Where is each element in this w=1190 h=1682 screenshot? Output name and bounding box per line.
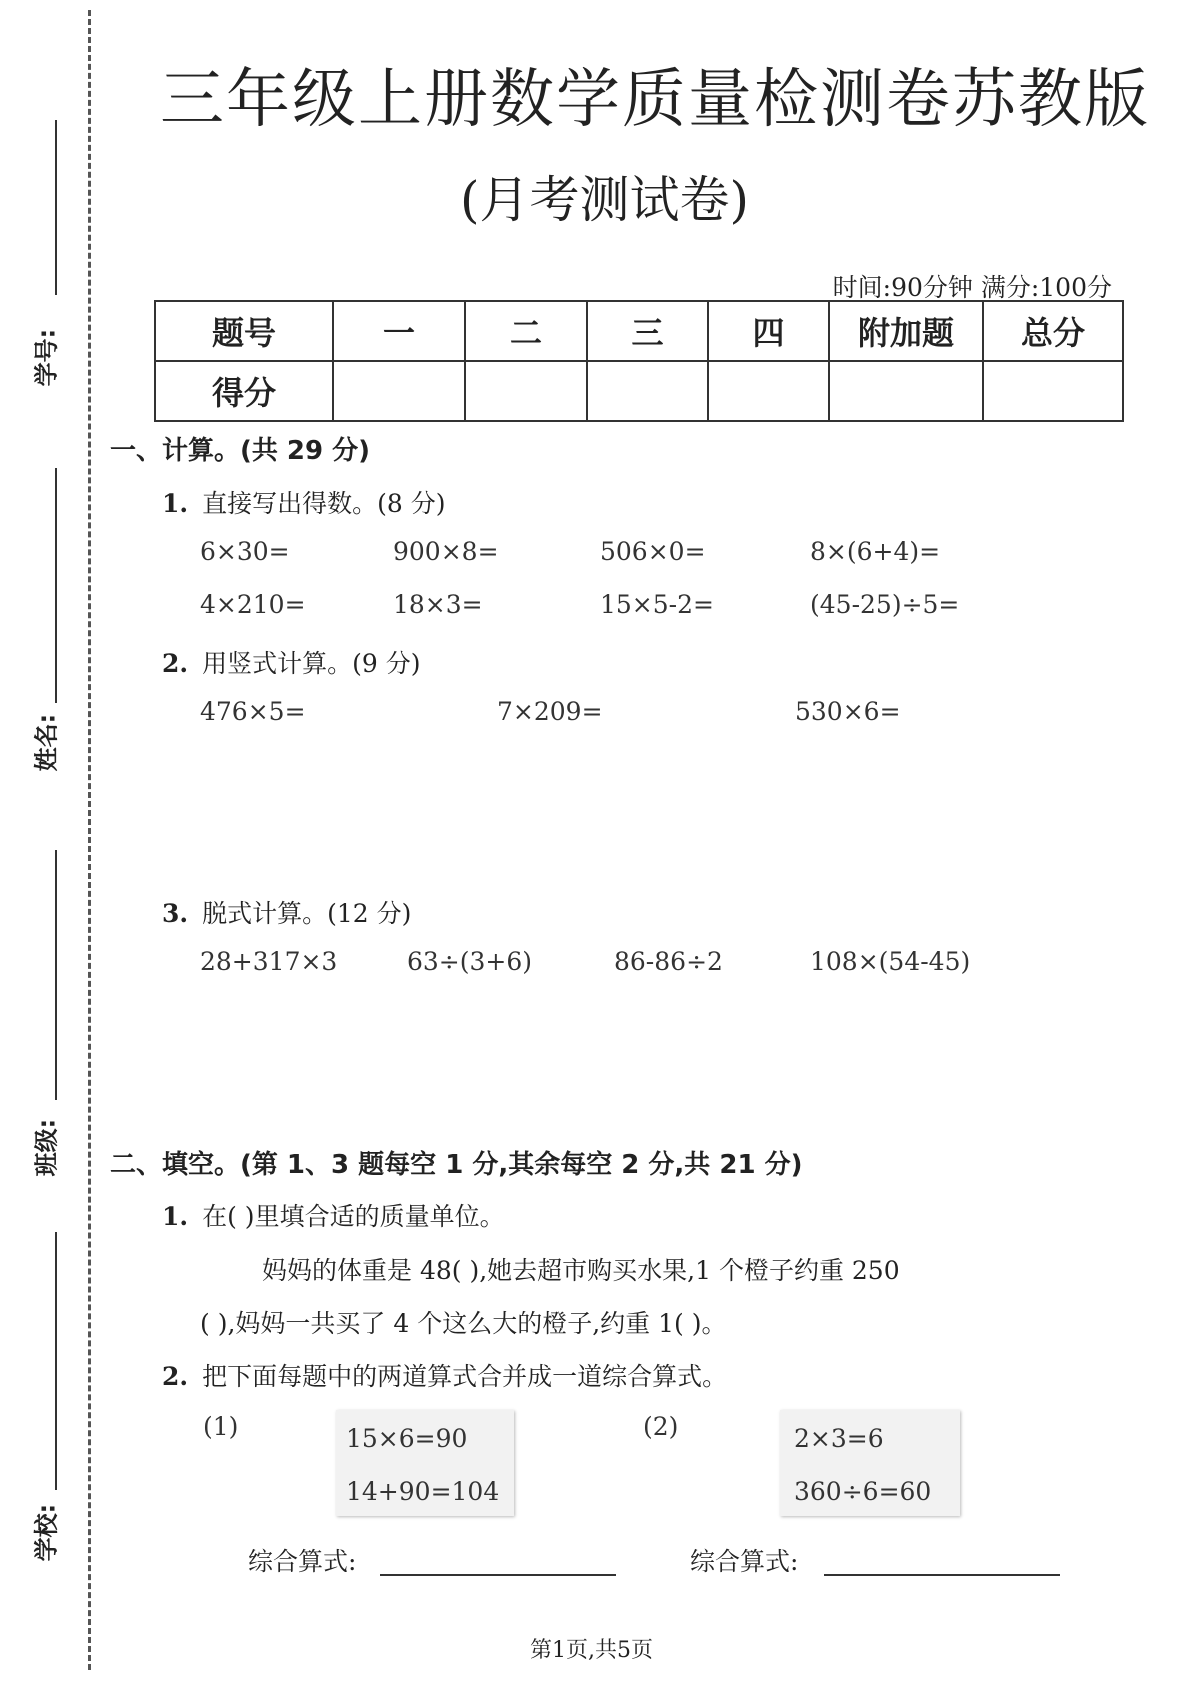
table-header-cell: 总分 bbox=[983, 301, 1123, 361]
expression: 63÷(3+6) bbox=[407, 947, 533, 976]
fill-blank-line: 妈妈的体重是 48( ),她去超市购买水果,1 个橙子约重 250 bbox=[262, 1256, 900, 1285]
table-header-cell: 附加题 bbox=[829, 301, 983, 361]
name-line bbox=[55, 468, 57, 703]
expression: 108×(54-45) bbox=[810, 947, 971, 976]
question-number: 2. bbox=[162, 649, 189, 678]
school-label: 学校: bbox=[32, 1503, 61, 1562]
question-text: 脱式计算。(12 分) bbox=[202, 899, 412, 928]
expression: 476×5= bbox=[200, 697, 306, 726]
equation: 15×6=90 bbox=[346, 1424, 468, 1453]
answer-line[interactable] bbox=[380, 1574, 616, 1576]
section2-q2 bbox=[162, 1357, 727, 1393]
expression: 28+317×3 bbox=[200, 947, 338, 976]
expression: 18×3= bbox=[393, 590, 483, 619]
expression: 8×(6+4)= bbox=[810, 537, 941, 566]
score-cell[interactable] bbox=[708, 361, 829, 421]
equation: 2×3=6 bbox=[794, 1424, 884, 1453]
expression: 4×210= bbox=[200, 590, 306, 619]
score-table bbox=[154, 300, 1124, 422]
binding-dashed-line bbox=[88, 10, 91, 1670]
answer-label: 综合算式: bbox=[690, 1547, 799, 1576]
section1-q1 bbox=[162, 484, 445, 520]
score-cell[interactable] bbox=[829, 361, 983, 421]
expression: (45-25)÷5= bbox=[810, 590, 960, 619]
part-label: (2) bbox=[643, 1412, 679, 1441]
expression: 15×5-2= bbox=[600, 590, 714, 619]
section2-title: 二、填空。(第 1、3 题每空 1 分,其余每空 2 分,共 21 分) bbox=[110, 1150, 803, 1180]
score-cell[interactable] bbox=[465, 361, 587, 421]
section2-q1 bbox=[162, 1197, 505, 1233]
expression: 900×8= bbox=[393, 537, 499, 566]
question-text: 直接写出得数。(8 分) bbox=[202, 489, 446, 518]
table-header-cell: 题号 bbox=[155, 301, 333, 361]
question-text: 把下面每题中的两道算式合并成一道综合算式。 bbox=[202, 1362, 728, 1391]
equation: 14+90=104 bbox=[346, 1477, 500, 1506]
table-header-cell: 二 bbox=[465, 301, 587, 361]
time-info: 时间:90分钟 满分:100分 bbox=[832, 273, 1112, 302]
expression: 7×209= bbox=[497, 697, 603, 726]
question-number: 1. bbox=[162, 1202, 189, 1231]
section1-title: 一、计算。(共 29 分) bbox=[110, 436, 371, 466]
score-row-label: 得分 bbox=[155, 361, 333, 421]
equation: 360÷6=60 bbox=[794, 1477, 932, 1506]
score-cell[interactable] bbox=[983, 361, 1123, 421]
expression: 506×0= bbox=[600, 537, 706, 566]
section1-q2 bbox=[162, 644, 420, 680]
score-table-header-row bbox=[155, 301, 1123, 361]
fill-blank-line: ( ),妈妈一共买了 4 个这么大的橙子,约重 1( )。 bbox=[200, 1309, 727, 1338]
answer-line[interactable] bbox=[824, 1574, 1060, 1576]
section1-q3 bbox=[162, 894, 411, 930]
question-text: 用竖式计算。(9 分) bbox=[202, 649, 421, 678]
expression: 86-86÷2 bbox=[614, 947, 723, 976]
table-header-cell: 四 bbox=[708, 301, 829, 361]
page-title: 三年级上册数学质量检测卷苏教版 bbox=[160, 63, 1150, 137]
class-line bbox=[55, 850, 57, 1100]
name-label: 姓名: bbox=[32, 713, 61, 772]
question-number: 3. bbox=[162, 899, 189, 928]
expression: 6×30= bbox=[200, 537, 290, 566]
expression: 530×6= bbox=[795, 697, 901, 726]
question-text: 在( )里填合适的质量单位。 bbox=[202, 1202, 505, 1231]
table-header-cell: 一 bbox=[333, 301, 465, 361]
page-number: 第1页,共5页 bbox=[530, 1638, 653, 1663]
school-line bbox=[55, 1232, 57, 1490]
score-table-score-row bbox=[155, 361, 1123, 421]
question-number: 2. bbox=[162, 1362, 189, 1391]
class-label: 班级: bbox=[32, 1118, 61, 1177]
student-id-label: 学号: bbox=[32, 328, 61, 387]
student-id-line bbox=[55, 120, 57, 295]
score-cell[interactable] bbox=[333, 361, 465, 421]
answer-label: 综合算式: bbox=[248, 1547, 357, 1576]
question-number: 1. bbox=[162, 489, 189, 518]
part-label: (1) bbox=[203, 1412, 239, 1441]
score-cell[interactable] bbox=[587, 361, 708, 421]
page-subtitle: (月考测试卷) bbox=[460, 171, 750, 229]
table-header-cell: 三 bbox=[587, 301, 708, 361]
